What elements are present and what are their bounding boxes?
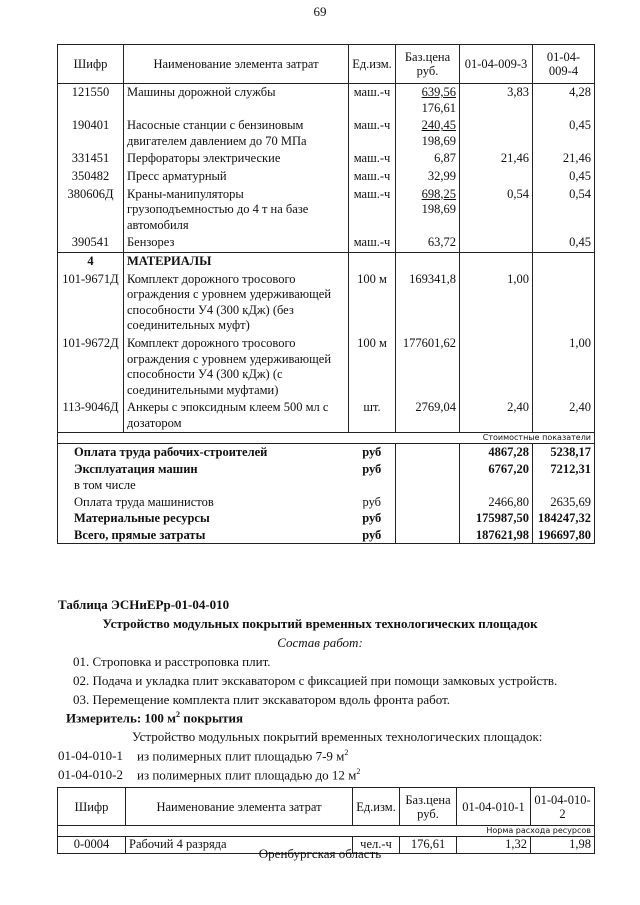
- totals-value-1: 6767,20: [460, 461, 533, 478]
- cell-value-1: 1,00: [460, 271, 533, 335]
- totals-row: [58, 510, 595, 527]
- cell-price: 63,72: [396, 234, 460, 252]
- cell-code: 190401: [58, 117, 124, 150]
- table-row: [58, 271, 595, 335]
- totals-name: Всего, прямые затраты: [58, 527, 349, 544]
- totals-name: в том числе: [58, 477, 349, 494]
- table-row: [58, 84, 595, 118]
- header-name: Наименование элемента затрат: [126, 788, 353, 826]
- variant-2: [58, 767, 360, 783]
- cell-value-1: [460, 252, 533, 270]
- table-row: [58, 399, 595, 433]
- cell-name: МАТЕРИАЛЫ: [124, 252, 349, 270]
- cell-name: Пресс арматурный: [124, 168, 349, 186]
- price-value: 240,45: [421, 118, 456, 133]
- totals-value-1: 4867,28: [460, 444, 533, 461]
- price-value-secondary: 176,61: [421, 100, 456, 115]
- cell-price: 176,61: [400, 837, 457, 854]
- cell-price: [396, 186, 460, 235]
- header-col-1: 01-04-009-3: [460, 45, 533, 84]
- header-name: Наименование элемента затрат: [124, 45, 349, 84]
- cell-value-2: 4,28: [533, 84, 595, 118]
- cell-unit: 100 м: [349, 271, 396, 335]
- header-col-2: 01-04-010-2: [531, 788, 595, 826]
- cell-price: 169341,8: [396, 271, 460, 335]
- variant-text: из полимерных плит площадью 7-9 м: [137, 748, 345, 764]
- cell-unit: чел.-ч: [353, 837, 400, 854]
- cell-value-2: 0,45: [533, 168, 595, 186]
- cell-value-2: 0,45: [533, 234, 595, 252]
- totals-unit: руб: [349, 527, 396, 544]
- cell-unit: 100 м: [349, 335, 396, 399]
- cell-price: 2769,04: [396, 399, 460, 433]
- table-row: [58, 335, 595, 399]
- header-unit: Ед.изм.: [349, 45, 396, 84]
- resource-table-01-04-010: [57, 787, 595, 854]
- totals-empty: [396, 494, 460, 511]
- resource-table-01-04-009: [57, 44, 595, 544]
- cell-code: 0-0004: [58, 837, 126, 854]
- totals-empty: [396, 510, 460, 527]
- cell-name: Насосные станции с бензиновым двигателем давлением до 70 МПа: [124, 117, 349, 150]
- cell-name: Краны-манипуляторы грузоподъемностью до 4 т на базе автомобиля: [124, 186, 349, 235]
- variant-sup: 2: [344, 748, 349, 757]
- totals-name: Оплата труда машинистов: [58, 494, 349, 511]
- cell-name: Бензорез: [124, 234, 349, 252]
- cell-unit: [349, 252, 396, 270]
- work-item: 01. Строповка и расстроповка плит.: [73, 654, 271, 669]
- norm-label: Норма расхода ресурсов: [58, 826, 595, 837]
- header-col-1: 01-04-010-1: [457, 788, 531, 826]
- table-row: [58, 186, 595, 235]
- section-title: Устройство модульных покрытий временных технологических площадок: [102, 616, 538, 631]
- totals-unit: руб: [349, 494, 396, 511]
- variant-1: [58, 748, 348, 764]
- variant-code: 01-04-010-2: [58, 767, 123, 783]
- cell-value-1: 3,83: [460, 84, 533, 118]
- table-row: [58, 150, 595, 168]
- cell-value-2: [533, 252, 595, 270]
- totals-name: Материальные ресурсы: [58, 510, 349, 527]
- cell-code: 101-9671Д: [58, 271, 124, 335]
- cell-code: 380606Д: [58, 186, 124, 235]
- price-value-secondary: 198,69: [421, 133, 456, 148]
- cell-code: 101-9672Д: [58, 335, 124, 399]
- cell-name: Перфораторы электрические: [124, 150, 349, 168]
- cell-code: 4: [58, 252, 124, 270]
- totals-value-1: 187621,98: [460, 527, 533, 544]
- header-price: Баз.цена руб.: [396, 45, 460, 84]
- variant-code: 01-04-010-1: [58, 748, 123, 764]
- cell-unit: маш.-ч: [349, 84, 396, 118]
- totals-row: [58, 477, 595, 494]
- cell-price: [396, 252, 460, 270]
- totals-unit: руб: [349, 510, 396, 527]
- totals-row: [58, 461, 595, 478]
- header-code: Шифр: [58, 45, 124, 84]
- cell-value-2: 0,45: [533, 117, 595, 150]
- cell-value-2: 0,54: [533, 186, 595, 235]
- cell-unit: маш.-ч: [349, 168, 396, 186]
- work-item: 03. Перемещение комплекта плит экскаватором вдоль фронта работ.: [73, 692, 451, 707]
- norm-row: [58, 826, 595, 837]
- table-label: Таблица ЭСНиЕРр-01-04-010: [58, 597, 230, 612]
- footer-region: Оренбургская область: [258, 846, 382, 861]
- variant-sup: 2: [356, 767, 361, 776]
- totals-name: Эксплуатация машин: [58, 461, 349, 478]
- header-price: Баз.цена руб.: [400, 788, 457, 826]
- cell-unit: маш.-ч: [349, 234, 396, 252]
- page-number: 69: [313, 4, 327, 19]
- header-code: Шифр: [58, 788, 126, 826]
- totals-unit: [349, 477, 396, 494]
- price-value: 698,25: [421, 186, 456, 201]
- cell-price: 177601,62: [396, 335, 460, 399]
- totals-value-2: 2635,69: [533, 494, 595, 511]
- cell-value-1: 21,46: [460, 150, 533, 168]
- cell-price: 32,99: [396, 168, 460, 186]
- cell-unit: маш.-ч: [349, 117, 396, 150]
- totals-empty: [396, 461, 460, 478]
- cost-label: Стоимостные показатели: [58, 433, 595, 444]
- totals-value-2: [533, 477, 595, 494]
- price-value: 639,56: [421, 85, 456, 99]
- table-row: [58, 117, 595, 150]
- work-heading: Состав работ:: [277, 635, 363, 650]
- table-header: [58, 45, 595, 84]
- meter-sup: 2: [176, 710, 181, 719]
- cell-name: Комплект дорожного тросового ограждения с уровнем удерживающей способности У4 (300 кДж) (без соединительных муфт): [124, 271, 349, 335]
- cell-price: [396, 84, 460, 118]
- totals-value-1: 175987,50: [460, 510, 533, 527]
- totals-value-2: 196697,80: [533, 527, 595, 544]
- cell-name: Рабочий 4 разряда: [126, 837, 353, 854]
- cell-code: 331451: [58, 150, 124, 168]
- cell-unit: маш.-ч: [349, 186, 396, 235]
- table-row: [58, 252, 595, 270]
- work-item: 02. Подача и укладка плит экскаватором с фиксацией при помощи замковых устройств.: [73, 673, 558, 688]
- totals-empty: [396, 444, 460, 461]
- cell-code: 113-9046Д: [58, 399, 124, 433]
- cell-value-1: 1,32: [457, 837, 531, 854]
- cell-code: 350482: [58, 168, 124, 186]
- table-row: [58, 168, 595, 186]
- cell-price: 6,87: [396, 150, 460, 168]
- cell-price: [396, 117, 460, 150]
- cell-value-1: [460, 168, 533, 186]
- cell-value-2: [533, 271, 595, 335]
- cell-value-2: 21,46: [533, 150, 595, 168]
- cost-label-row: [58, 433, 595, 444]
- table-row: [58, 234, 595, 252]
- cell-value-2: 1,00: [533, 335, 595, 399]
- header-unit: Ед.изм.: [353, 788, 400, 826]
- totals-unit: руб: [349, 461, 396, 478]
- cell-unit: шт.: [349, 399, 396, 433]
- meter-text: Измеритель: 100 м: [66, 710, 177, 726]
- cell-code: 121550: [58, 84, 124, 118]
- cell-value-1: [460, 335, 533, 399]
- totals-unit: руб: [349, 444, 396, 461]
- cell-value-2: 2,40: [533, 399, 595, 433]
- totals-row: [58, 494, 595, 511]
- cell-value-1: [460, 117, 533, 150]
- totals-value-1: 2466,80: [460, 494, 533, 511]
- variant-text: из полимерных плит площадью до 12 м: [137, 767, 357, 783]
- header-col-2: 01-04-009-4: [533, 45, 595, 84]
- totals-value-2: 5238,17: [533, 444, 595, 461]
- totals-name: Оплата труда рабочих-строителей: [58, 444, 349, 461]
- cell-unit: маш.-ч: [349, 150, 396, 168]
- totals-value-2: 184247,32: [533, 510, 595, 527]
- price-value-secondary: 198,69: [421, 202, 456, 217]
- totals-empty: [396, 527, 460, 544]
- cell-value-1: 2,40: [460, 399, 533, 433]
- cell-name: Комплект дорожного тросового ограждения с уровнем удерживающей способности У4 (300 кДж) (с соединительными муфтами): [124, 335, 349, 399]
- table-header: [58, 788, 595, 826]
- cell-value-1: 0,54: [460, 186, 533, 235]
- totals-value-1: [460, 477, 533, 494]
- totals-empty: [396, 477, 460, 494]
- meter: [66, 710, 243, 726]
- totals-row: [58, 444, 595, 461]
- cell-name: Анкеры с эпоксидным клеем 500 мл с дозатором: [124, 399, 349, 433]
- totals-row: [58, 527, 595, 544]
- variants-subtitle: Устройство модульных покрытий временных технологических площадок:: [132, 729, 543, 744]
- cell-value-1: [460, 234, 533, 252]
- meter-suffix: покрытия: [180, 710, 244, 726]
- cell-name: Машины дорожной службы: [124, 84, 349, 118]
- cell-value-2: 1,98: [531, 837, 595, 854]
- cell-code: 390541: [58, 234, 124, 252]
- totals-value-2: 7212,31: [533, 461, 595, 478]
